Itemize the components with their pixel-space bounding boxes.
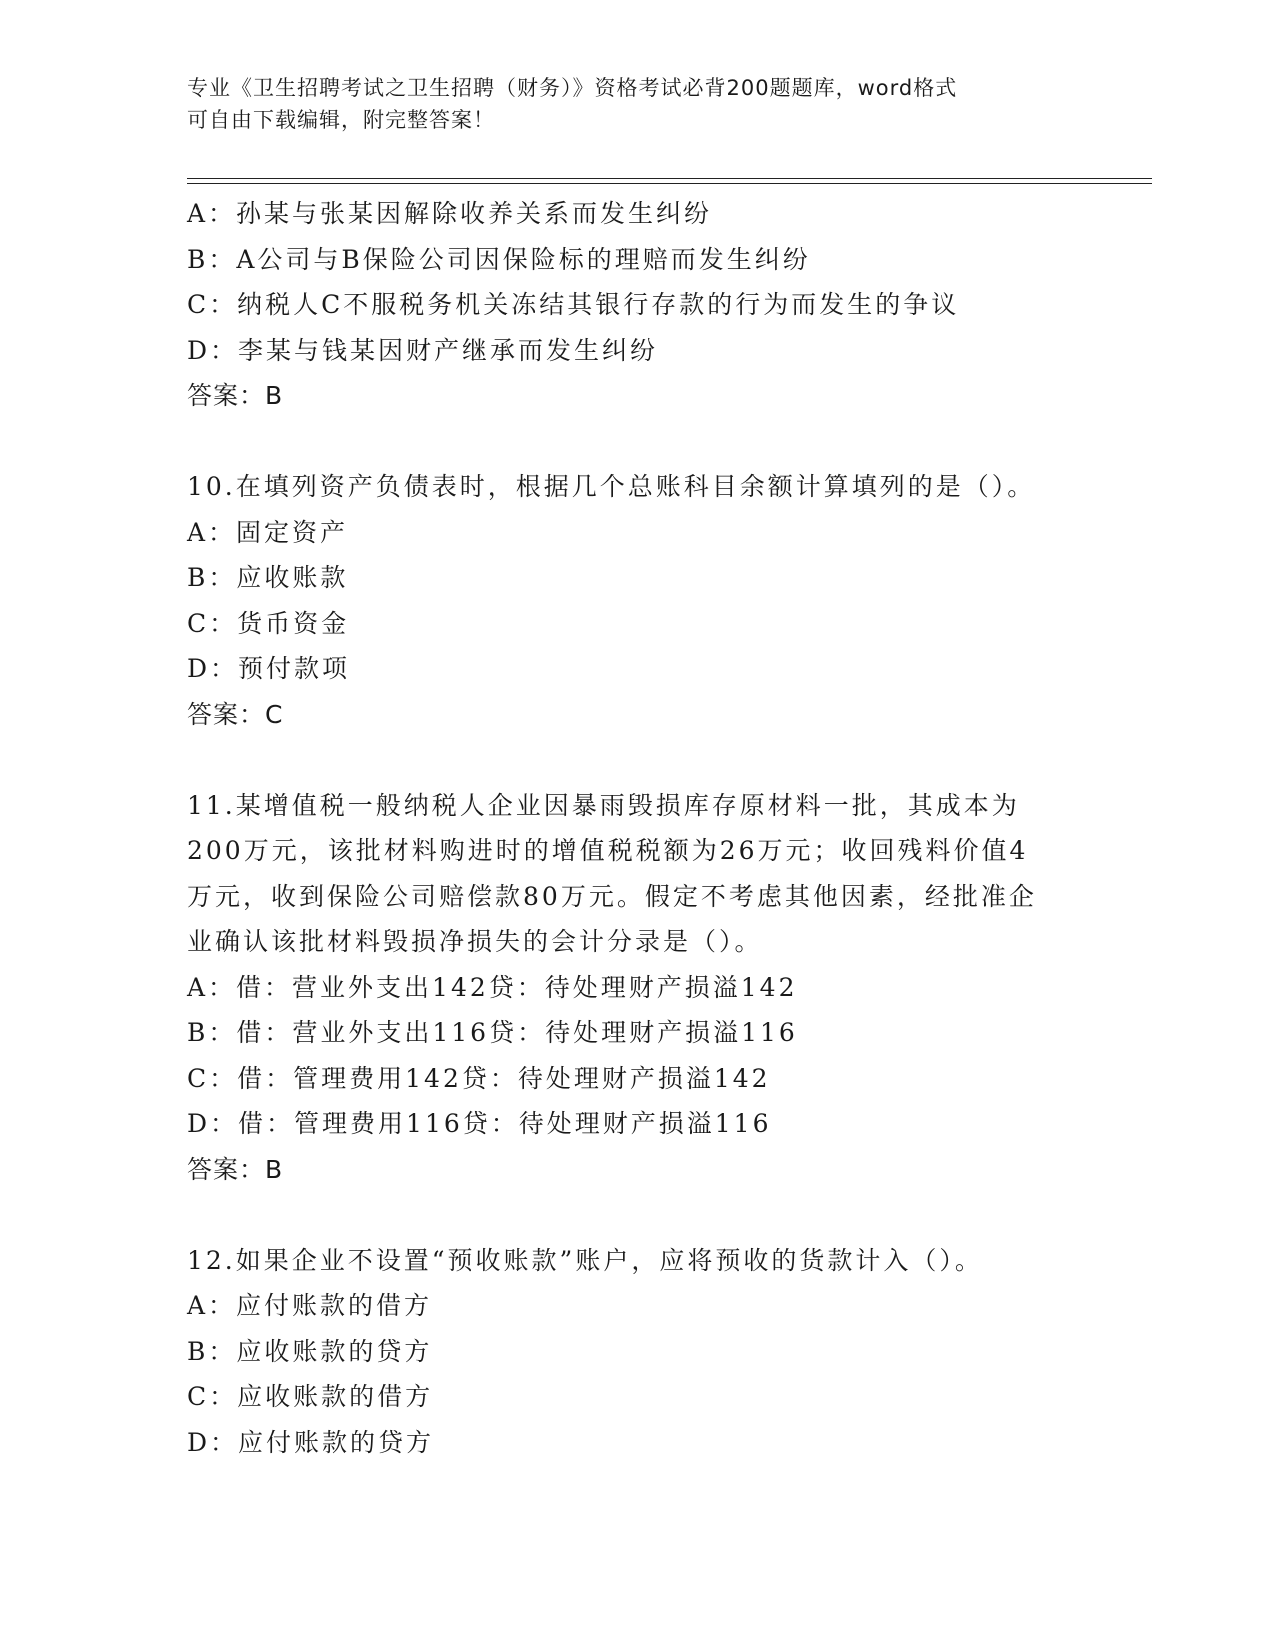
option-b: B：应收账款 — [187, 563, 349, 592]
question-11 — [187, 783, 1087, 1193]
header-divider-top — [187, 178, 1152, 179]
option-c: C：应收账款的借方 — [187, 1382, 434, 1411]
question-stem-line-3: 万元，收到保险公司赔偿款80万元。假定不考虑其他因素，经批准企 — [187, 881, 1037, 911]
header-line-2: 可自由下载编辑，附完整答案！ — [187, 108, 495, 132]
option-c: C：货币资金 — [187, 608, 350, 638]
option-d: D：应付账款的贷方 — [187, 1427, 435, 1457]
option-a: A：孙某与张某因解除收养关系而发生纠纷 — [187, 199, 713, 228]
answer: 答案：B — [187, 1154, 284, 1184]
question-12 — [187, 1238, 1087, 1466]
option-a: A：固定资产 — [187, 517, 349, 547]
option-a: A：应付账款的借方 — [187, 1291, 433, 1320]
option-d: D：预付款项 — [187, 654, 351, 683]
header-divider-bottom — [187, 183, 1152, 184]
spacer — [187, 737, 1087, 783]
answer: 答案：C — [187, 699, 284, 729]
document-header — [187, 72, 1087, 136]
option-b: B：借：营业外支出116贷：待处理财产损溢116 — [187, 1018, 798, 1047]
question-stem-line-4: 业确认该批材料毁损净损失的会计分录是（）。 — [187, 927, 763, 956]
question-stem-line-2: 200万元，该批材料购进时的增值税税额为26万元；收回残料价值4 — [187, 836, 1029, 865]
spacer — [187, 419, 1087, 465]
question-10 — [187, 464, 1087, 737]
option-b: B：A公司与B保险公司因保险标的理赔而发生纠纷 — [187, 244, 811, 274]
spacer — [187, 1192, 1087, 1238]
question-stem: 10.在填列资产负债表时，根据几个总账科目余额计算填列的是（）。 — [187, 472, 1036, 501]
question-stem-line-1: 11.某增值税一般纳税人企业因暴雨毁损库存原材料一批，其成本为 — [187, 790, 1020, 820]
option-a: A：借：营业外支出142贷：待处理财产损溢142 — [187, 972, 798, 1002]
header-line-1: 专业《卫生招聘考试之卫生招聘（财务）》资格考试必背200题题库，word格式 — [187, 76, 958, 100]
answer: 答案：B — [187, 381, 284, 410]
option-c: C：借：管理费用142贷：待处理财产损溢142 — [187, 1063, 771, 1093]
option-b: B：应收账款的贷方 — [187, 1336, 433, 1366]
question-stem: 12.如果企业不设置“预收账款”账户，应将预收的货款计入（）。 — [187, 1245, 983, 1275]
question-9 — [187, 191, 1087, 419]
question-list — [187, 191, 1087, 1465]
option-d: D：借：管理费用116贷：待处理财产损溢116 — [187, 1109, 772, 1138]
option-c: C：纳税人C不服税务机关冻结其银行存款的行为而发生的争议 — [187, 290, 960, 319]
option-d: D：李某与钱某因财产继承而发生纠纷 — [187, 335, 659, 365]
